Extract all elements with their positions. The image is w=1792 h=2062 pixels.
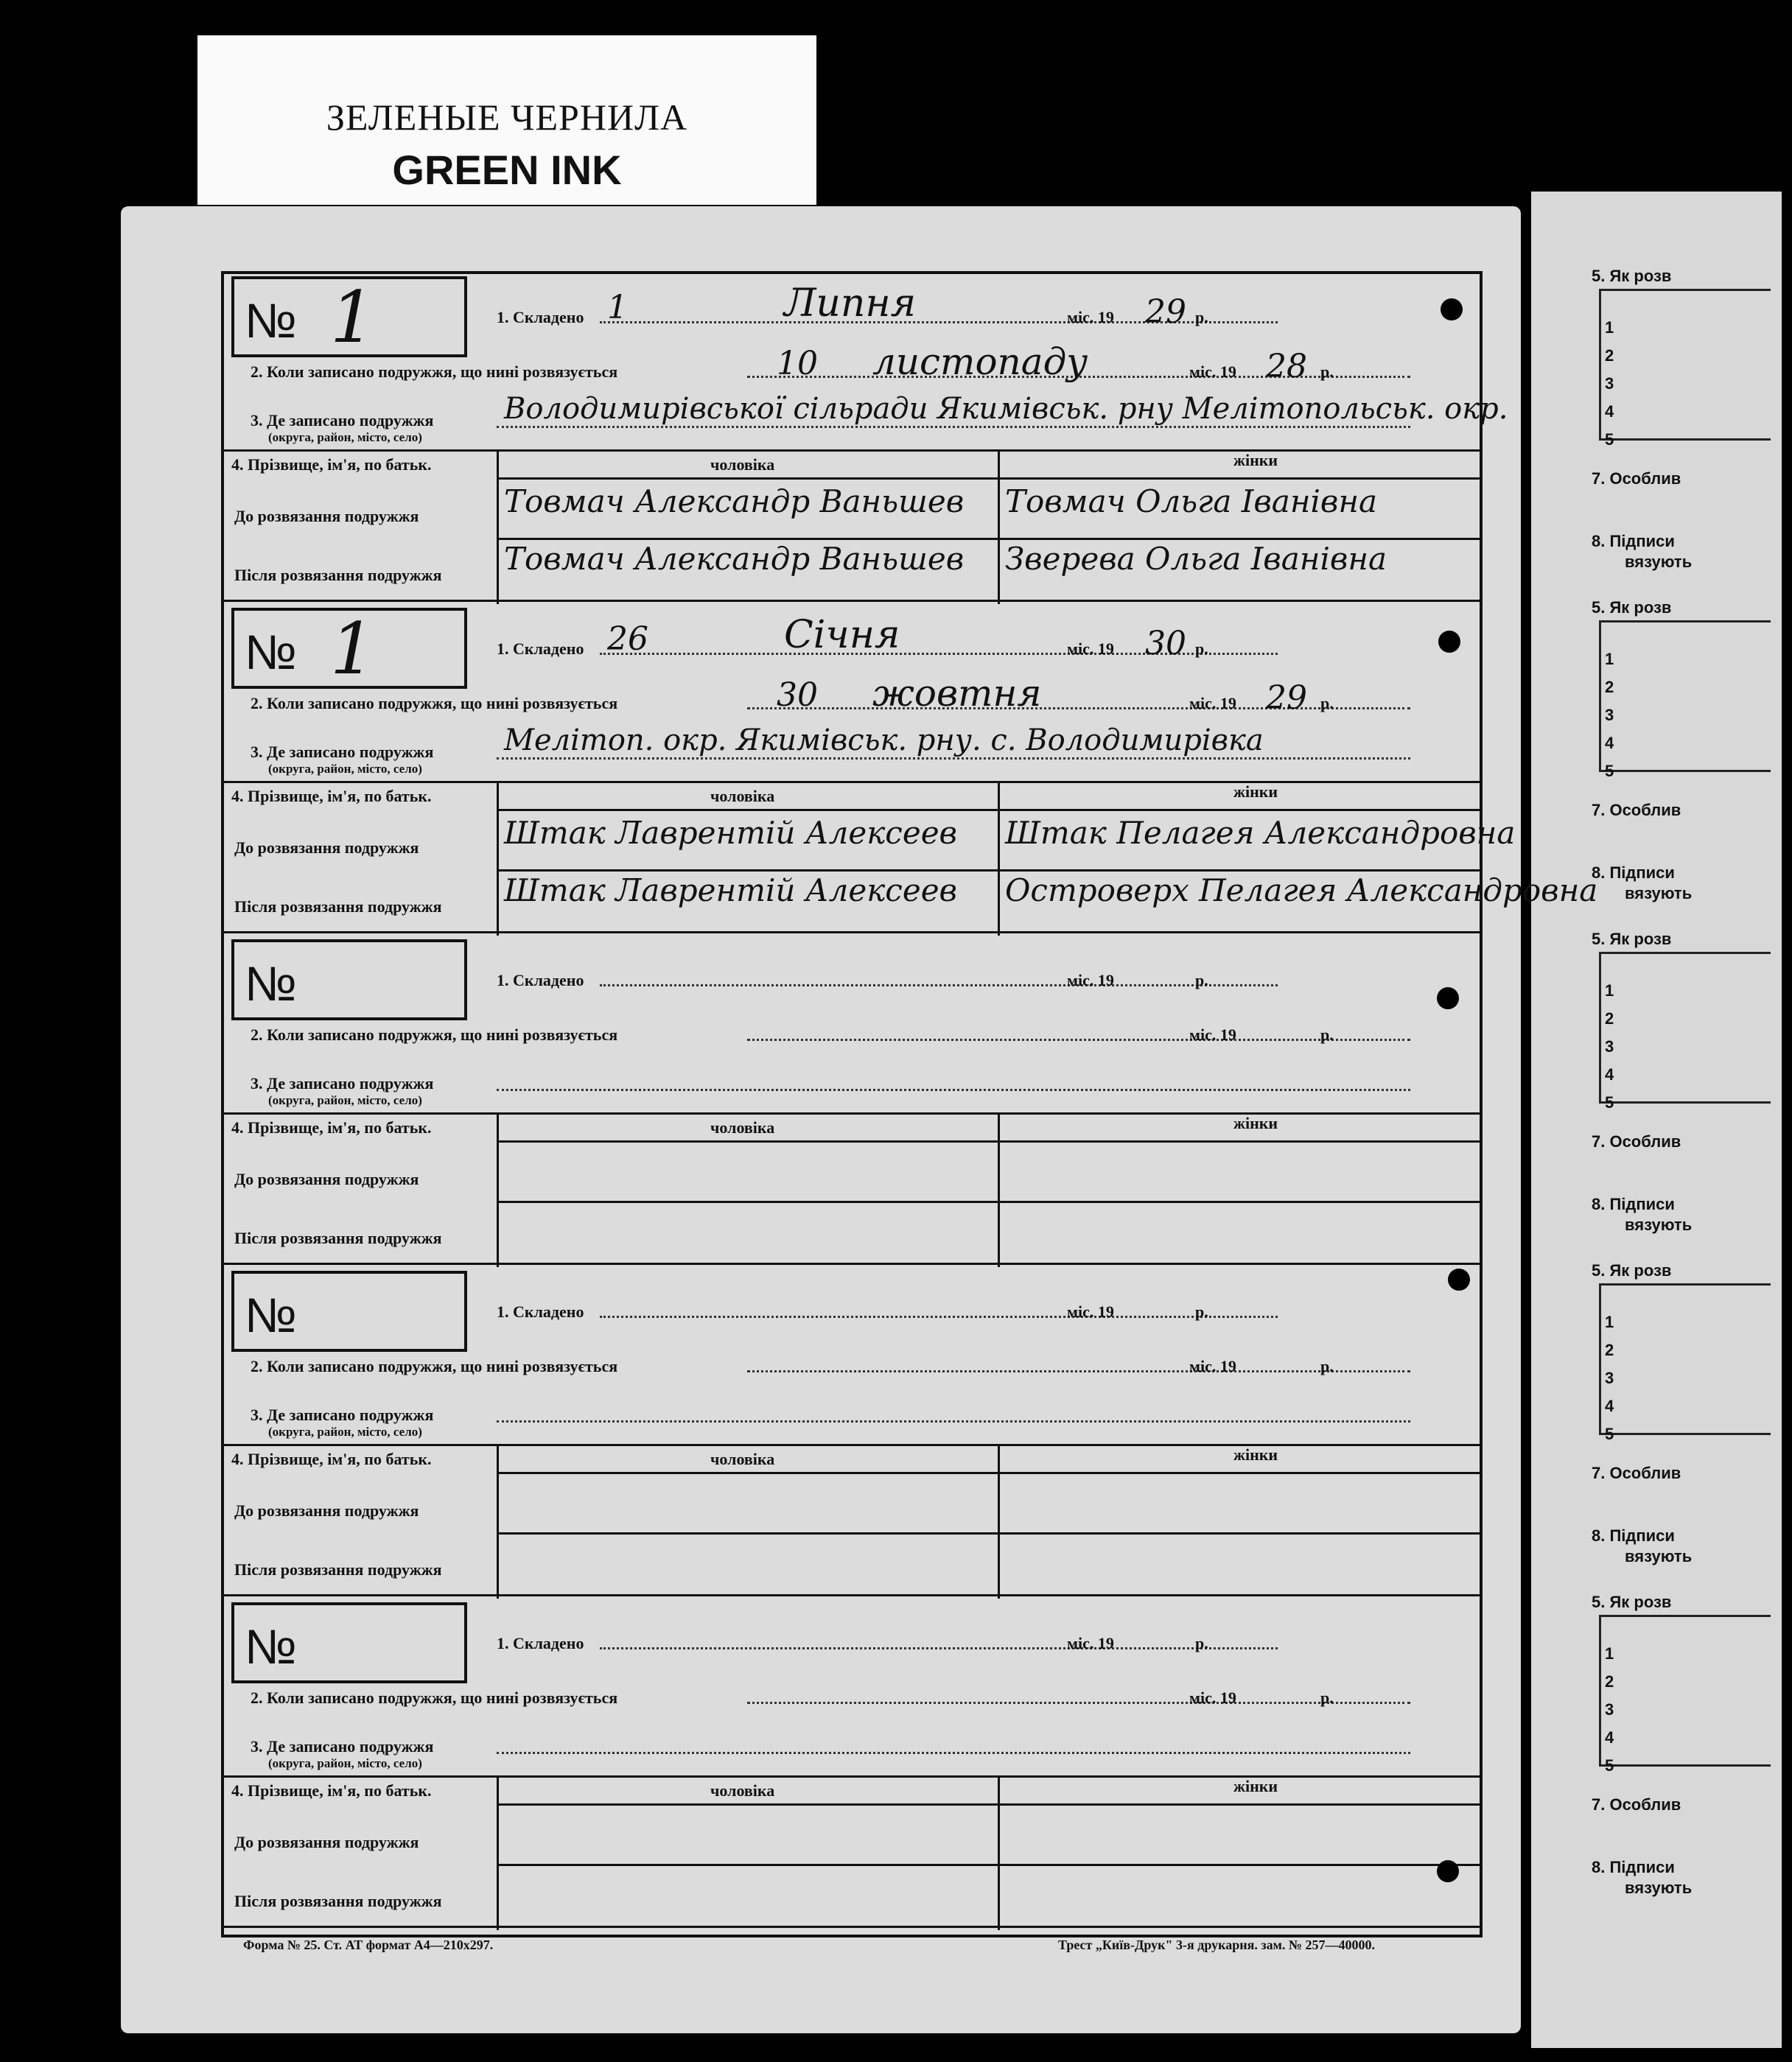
side-item7: 7. Особлив bbox=[1592, 1795, 1681, 1814]
rule bbox=[498, 1532, 1480, 1535]
registered-place: Мелітоп. окр. Якимівськ. рну. с. Володимирівка bbox=[504, 723, 1264, 757]
wife-header: жінки bbox=[1233, 1445, 1278, 1464]
year-suffix: р. bbox=[1320, 1025, 1334, 1044]
registered-month: жовтня bbox=[872, 672, 1042, 715]
compiled-day: 1 bbox=[607, 289, 628, 326]
record-number-box bbox=[231, 939, 467, 1020]
side-item8: 8. Підписи bbox=[1592, 532, 1675, 550]
punch-hole bbox=[1438, 631, 1460, 653]
dotted-line bbox=[747, 1702, 1410, 1704]
side-row-number: 2 bbox=[1605, 1672, 1614, 1691]
side-numbers-box bbox=[1599, 1615, 1771, 1767]
side-item8: 8. Підписи bbox=[1592, 1858, 1675, 1876]
compiled-label: 1. Складено bbox=[497, 971, 584, 989]
before-wife-name: Товмач Ольга Іванівна bbox=[1005, 483, 1378, 519]
side-row-number: 4 bbox=[1605, 1728, 1614, 1747]
wife-header: жінки bbox=[1233, 1777, 1278, 1795]
dotted-line bbox=[747, 1370, 1410, 1372]
punch-hole bbox=[1437, 987, 1459, 1009]
side-item5: 5. Як розв bbox=[1592, 598, 1672, 617]
rule bbox=[224, 1926, 1480, 1928]
footer-printer: Трест „Київ-Друк" 3-я друкарня. зам. № 257—40000. bbox=[1058, 1937, 1375, 1952]
number-sign: № bbox=[245, 1288, 297, 1342]
side-row-number: 4 bbox=[1605, 734, 1614, 752]
registered-month: листопаду bbox=[872, 340, 1088, 383]
side-item8b: вязують bbox=[1625, 1879, 1693, 1897]
side-row-number: 1 bbox=[1605, 1644, 1614, 1663]
compiled-month: Липня bbox=[784, 281, 917, 326]
wife-header: жінки bbox=[1233, 782, 1278, 801]
rule bbox=[224, 1444, 1480, 1446]
month-label: міс. 19 bbox=[1067, 639, 1114, 658]
month-label: міс. 19 bbox=[1067, 308, 1114, 326]
rule bbox=[498, 1864, 1480, 1866]
after-divorce-label: Після розвязання подружжя bbox=[234, 1229, 442, 1247]
label-russian: ЗЕЛЕНЫЕ ЧЕРНИЛА bbox=[326, 97, 688, 138]
compiled-year: 30 bbox=[1145, 625, 1186, 662]
rule bbox=[498, 809, 1480, 811]
side-row-number: 5 bbox=[1605, 1756, 1614, 1775]
registered-where-sublabel: (округа, район, місто, село) bbox=[268, 762, 422, 776]
side-row-number: 2 bbox=[1605, 1341, 1614, 1359]
rule bbox=[998, 1775, 1000, 1930]
side-row-number: 5 bbox=[1605, 762, 1614, 780]
side-item8: 8. Підписи bbox=[1592, 863, 1675, 882]
record-number-box bbox=[231, 1271, 467, 1352]
side-row-number: 5 bbox=[1605, 430, 1614, 449]
side-row-number: 5 bbox=[1605, 1425, 1614, 1443]
compiled-label: 1. Складено bbox=[497, 1302, 584, 1321]
year-suffix: р. bbox=[1320, 694, 1334, 712]
year-suffix: р. bbox=[1195, 639, 1208, 658]
punch-hole bbox=[1448, 1269, 1470, 1291]
names-label: 4. Прізвище, ім'я, по батьк. bbox=[231, 455, 432, 474]
side-row-number: 1 bbox=[1605, 318, 1614, 337]
rule bbox=[224, 1775, 1480, 1778]
rule bbox=[998, 1444, 1000, 1599]
side-row-number: 3 bbox=[1605, 374, 1614, 393]
record-number-box bbox=[231, 608, 467, 689]
rule bbox=[497, 1775, 499, 1930]
number-sign: № bbox=[245, 293, 297, 348]
year-suffix: р. bbox=[1195, 971, 1208, 989]
compiled-label: 1. Складено bbox=[497, 1634, 584, 1652]
rule bbox=[224, 781, 1480, 783]
registered-year: 28 bbox=[1266, 348, 1307, 385]
rule bbox=[224, 1263, 1480, 1265]
dotted-line bbox=[747, 1039, 1410, 1041]
dotted-line bbox=[747, 707, 1410, 709]
dotted-line bbox=[600, 1647, 1278, 1649]
rule bbox=[998, 781, 1000, 936]
wife-header: жінки bbox=[1233, 451, 1278, 469]
wife-header: жінки bbox=[1233, 1114, 1278, 1132]
year-suffix: р. bbox=[1320, 1357, 1334, 1375]
compiled-year: 29 bbox=[1145, 293, 1186, 331]
year-suffix: р. bbox=[1320, 1688, 1334, 1707]
side-numbers-box bbox=[1599, 1283, 1771, 1435]
names-label: 4. Прізвище, ім'я, по батьк. bbox=[231, 1118, 432, 1137]
dotted-line bbox=[497, 1089, 1410, 1091]
rule bbox=[497, 1112, 499, 1267]
registered-day: 30 bbox=[777, 676, 818, 714]
side-item5: 5. Як розв bbox=[1592, 1593, 1672, 1611]
rule bbox=[498, 1472, 1480, 1474]
number-sign: № bbox=[245, 956, 297, 1011]
side-item8: 8. Підписи bbox=[1592, 1195, 1675, 1213]
rule bbox=[224, 1594, 1480, 1596]
registered-where-sublabel: (округа, район, місто, село) bbox=[268, 1093, 422, 1107]
compiled-label: 1. Складено bbox=[497, 639, 584, 658]
registered-where-sublabel: (округа, район, місто, село) bbox=[268, 430, 422, 444]
rule bbox=[497, 1444, 499, 1599]
side-row-number: 1 bbox=[1605, 981, 1614, 1000]
after-divorce-label: Після розвязання подружжя bbox=[234, 1560, 442, 1579]
after-husband-name: Штак Лаврентій Алексеев bbox=[504, 872, 957, 908]
registered-where-sublabel: (округа, район, місто, село) bbox=[268, 1756, 422, 1770]
rule bbox=[224, 1112, 1480, 1115]
husband-header: чоловіка bbox=[710, 455, 775, 474]
punch-hole bbox=[1437, 1860, 1459, 1882]
dotted-line bbox=[600, 984, 1278, 986]
before-husband-name: Штак Лаврентій Алексеев bbox=[504, 815, 957, 851]
side-row-number: 4 bbox=[1605, 1065, 1614, 1084]
month-label: міс. 19 bbox=[1067, 1634, 1114, 1652]
after-wife-name: Островерх Пелагея Александровна bbox=[1005, 872, 1598, 908]
record-block bbox=[224, 606, 1598, 937]
after-divorce-label: Після розвязання подружжя bbox=[234, 897, 442, 916]
side-numbers-box bbox=[1599, 620, 1771, 772]
side-row-number: 2 bbox=[1605, 678, 1614, 696]
side-row-number: 4 bbox=[1605, 402, 1614, 421]
before-husband-name: Товмач Александр Ваньшев bbox=[504, 483, 965, 519]
before-wife-name: Штак Пелагея Александровна bbox=[1005, 815, 1516, 851]
before-divorce-label: До розвязання подружжя bbox=[234, 1501, 419, 1520]
after-husband-name: Товмач Александр Ваньшев bbox=[504, 541, 965, 577]
dotted-line bbox=[497, 1420, 1410, 1423]
husband-header: чоловіка bbox=[710, 1118, 775, 1137]
rule bbox=[498, 1140, 1480, 1143]
year-suffix: р. bbox=[1195, 1302, 1208, 1321]
rule bbox=[224, 931, 1480, 933]
registered-year: 29 bbox=[1266, 679, 1307, 717]
record-number-box bbox=[231, 276, 467, 357]
rule bbox=[998, 1112, 1000, 1267]
side-item7: 7. Особлив bbox=[1592, 801, 1681, 819]
month-label: міс. 19 bbox=[1189, 1688, 1236, 1707]
rule bbox=[497, 449, 499, 604]
side-row-number: 4 bbox=[1605, 1397, 1614, 1415]
number-sign: № bbox=[245, 1619, 297, 1674]
registered-when-label: 2. Коли записано подружжя, що нині розвязується bbox=[251, 1357, 618, 1375]
record-number: 1 bbox=[330, 608, 376, 690]
number-sign: № bbox=[245, 625, 297, 679]
dotted-line bbox=[497, 757, 1410, 760]
side-item8b: вязують bbox=[1625, 1547, 1693, 1565]
compiled-month: Січня bbox=[784, 613, 900, 657]
year-suffix: р. bbox=[1320, 362, 1334, 381]
dotted-line bbox=[497, 1752, 1410, 1754]
month-label: міс. 19 bbox=[1189, 1357, 1236, 1375]
names-label: 4. Прізвище, ім'я, по батьк. bbox=[231, 787, 432, 805]
record-number: 1 bbox=[330, 276, 376, 359]
record-block bbox=[224, 274, 1508, 606]
record-block bbox=[224, 1600, 1480, 1932]
registered-when-label: 2. Коли записано подружжя, що нині розвязується bbox=[251, 694, 618, 712]
side-row-number: 3 bbox=[1605, 1369, 1614, 1387]
side-numbers-box bbox=[1599, 289, 1771, 441]
before-divorce-label: До розвязання подружжя bbox=[234, 1833, 419, 1851]
month-label: міс. 19 bbox=[1189, 694, 1236, 712]
footer-form-code: Форма № 25. Ст. АТ формат А4—210х297. bbox=[243, 1937, 494, 1952]
year-suffix: р. bbox=[1195, 308, 1208, 326]
side-item8: 8. Підписи bbox=[1592, 1526, 1675, 1545]
rule bbox=[498, 1803, 1480, 1806]
rule bbox=[498, 1201, 1480, 1203]
year-suffix: р. bbox=[1195, 1634, 1208, 1652]
registered-where-sublabel: (округа, район, місто, село) bbox=[268, 1425, 422, 1439]
side-item8b: вязують bbox=[1625, 1216, 1693, 1234]
green-ink-label bbox=[197, 35, 816, 205]
side-item8b: вязують bbox=[1625, 553, 1693, 571]
side-row-number: 1 bbox=[1605, 1313, 1614, 1331]
compiled-label: 1. Складено bbox=[497, 308, 584, 326]
punch-hole bbox=[1441, 298, 1463, 320]
registered-where-label: 3. Де записано подружжя bbox=[251, 1074, 434, 1093]
month-label: міс. 19 bbox=[1189, 362, 1236, 381]
registered-place: Володимирівської сільради Якимівськ. рну Мелітопольськ. окр. bbox=[504, 392, 1508, 426]
husband-header: чоловіка bbox=[710, 1781, 775, 1800]
rule bbox=[498, 477, 1480, 480]
registered-when-label: 2. Коли записано подружжя, що нині розвязується bbox=[251, 1025, 618, 1044]
side-item7: 7. Особлив bbox=[1592, 469, 1681, 488]
record-number-box bbox=[231, 1602, 467, 1683]
registered-where-label: 3. Де записано подружжя bbox=[251, 411, 434, 429]
side-item5: 5. Як розв bbox=[1592, 930, 1672, 948]
rule bbox=[498, 869, 1480, 872]
rule bbox=[998, 449, 1000, 604]
rule bbox=[498, 538, 1480, 540]
after-wife-name: Зверева Ольга Іванівна bbox=[1005, 541, 1387, 577]
names-label: 4. Прізвище, ім'я, по батьк. bbox=[231, 1781, 432, 1800]
label-english: GREEN INK bbox=[392, 147, 622, 193]
dotted-line bbox=[600, 1316, 1278, 1318]
after-divorce-label: Після розвязання подружжя bbox=[234, 1892, 442, 1910]
registered-day: 10 bbox=[777, 345, 818, 382]
before-divorce-label: До розвязання подружжя bbox=[234, 838, 419, 857]
side-item5: 5. Як розв bbox=[1592, 1261, 1672, 1280]
record-block bbox=[224, 937, 1480, 1269]
month-label: міс. 19 bbox=[1067, 971, 1114, 989]
registered-when-label: 2. Коли записано подружжя, що нині розвязується bbox=[251, 1688, 618, 1707]
registered-when-label: 2. Коли записано подружжя, що нині розвязується bbox=[251, 362, 618, 381]
side-numbers-box bbox=[1599, 952, 1771, 1104]
month-label: міс. 19 bbox=[1067, 1302, 1114, 1321]
registered-where-label: 3. Де записано подружжя bbox=[251, 743, 434, 761]
side-item8b: вязують bbox=[1625, 884, 1693, 902]
side-row-number: 5 bbox=[1605, 1093, 1614, 1112]
side-row-number: 3 bbox=[1605, 1037, 1614, 1056]
side-row-number: 2 bbox=[1605, 346, 1614, 365]
registered-where-label: 3. Де записано подружжя bbox=[251, 1737, 434, 1756]
names-label: 4. Прізвище, ім'я, по батьк. bbox=[231, 1450, 432, 1468]
husband-header: чоловіка bbox=[710, 787, 775, 805]
divorce-register-form bbox=[221, 271, 1598, 1937]
after-divorce-label: Після розвязання подружжя bbox=[234, 566, 442, 584]
side-item7: 7. Особлив bbox=[1592, 1464, 1681, 1482]
registered-where-label: 3. Де записано подружжя bbox=[251, 1406, 434, 1424]
side-row-number: 3 bbox=[1605, 1700, 1614, 1719]
side-row-number: 2 bbox=[1605, 1009, 1614, 1028]
before-divorce-label: До розвязання подружжя bbox=[234, 507, 419, 525]
record-block bbox=[224, 1269, 1480, 1600]
rule bbox=[224, 449, 1480, 452]
compiled-day: 26 bbox=[607, 620, 648, 658]
rule bbox=[497, 781, 499, 936]
side-item7: 7. Особлив bbox=[1592, 1132, 1681, 1151]
side-row-number: 1 bbox=[1605, 650, 1614, 668]
husband-header: чоловіка bbox=[710, 1450, 775, 1468]
side-row-number: 3 bbox=[1605, 706, 1614, 724]
before-divorce-label: До розвязання подружжя bbox=[234, 1170, 419, 1188]
rule bbox=[224, 600, 1480, 602]
dotted-line bbox=[497, 426, 1410, 428]
month-label: міс. 19 bbox=[1189, 1025, 1236, 1044]
side-item5: 5. Як розв bbox=[1592, 267, 1672, 285]
